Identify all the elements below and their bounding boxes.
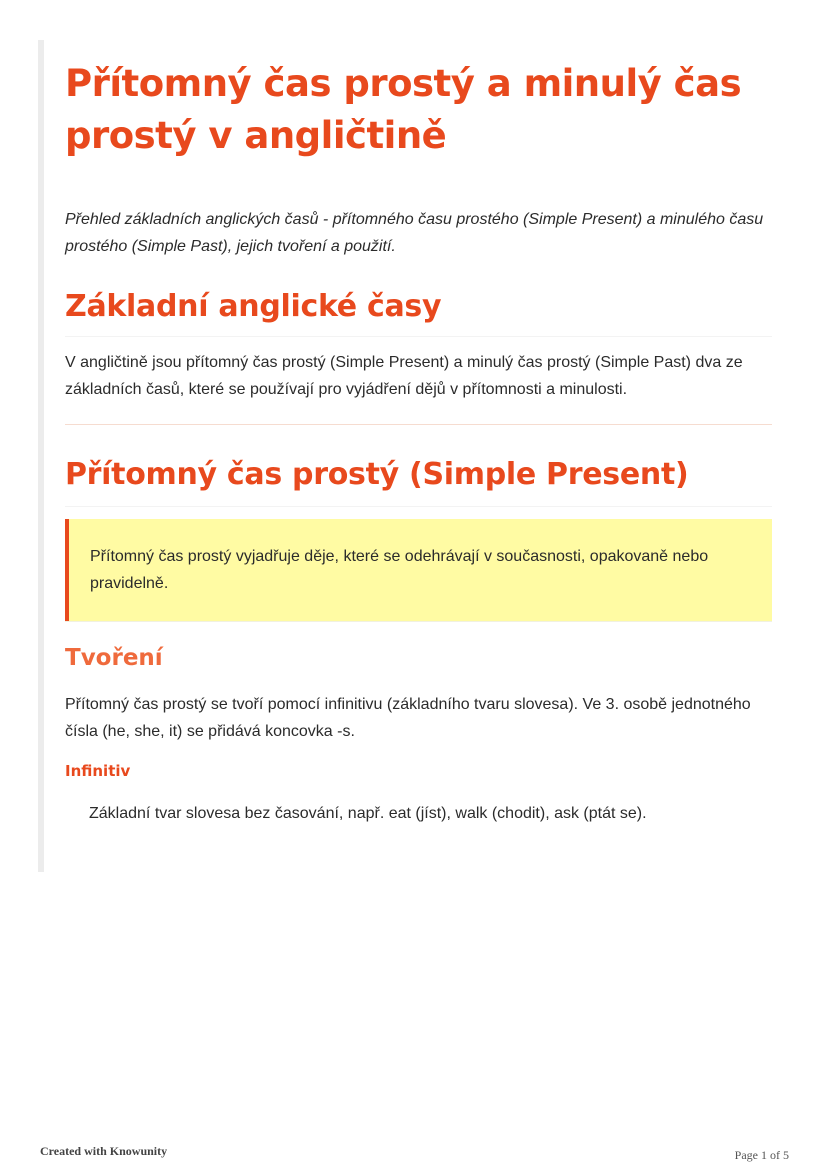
callout-divider (65, 621, 772, 622)
term-description-infinitive: Základní tvar slovesa bez časování, např. eat (jíst), walk (chodit), ask (ptát se). (89, 805, 647, 822)
section-heading-simple-present: Přítomný čas prostý (Simple Present) (65, 454, 772, 507)
document-content (65, 58, 772, 827)
subsection-heading-formation: Tvoření (65, 645, 163, 671)
section-divider (65, 424, 772, 425)
left-accent-bar (38, 40, 44, 872)
section-paragraph-basic-tenses: V angličtině jsou přítomný čas prostý (Simple Present) a minulý čas prostý (Simple Past) dva ze základních časů, které se používají pro vyjádření dějů v přítomnosti a minulosti. (65, 354, 743, 398)
section-heading-basic-tenses: Základní anglické časy (65, 286, 772, 337)
page-subtitle: Přehled základních anglických časů - přítomného času prostého (Simple Present) a minulého času prostého (Simple Past), jejich tvoření a použití. (65, 211, 764, 255)
footer-credit: Created with Knowunity (40, 1144, 168, 1158)
subsection-paragraph-formation: Přítomný čas prostý se tvoří pomocí infinitivu (základního tvaru slovesa). Ve 3. osobě jednotného čísla (he, she, it) se přidává koncovka -s. (65, 696, 751, 740)
term-label-infinitive: Infinitiv (65, 762, 131, 780)
definition-callout: Přítomný čas prostý vyjadřuje děje, které se odehrávají v současnosti, opakovaně nebo pravidelně. (65, 519, 772, 621)
page-title: Přítomný čas prostý a minulý čas prostý v angličtině (65, 62, 742, 157)
footer-page-number: Page 1 of 5 (734, 1148, 789, 1162)
